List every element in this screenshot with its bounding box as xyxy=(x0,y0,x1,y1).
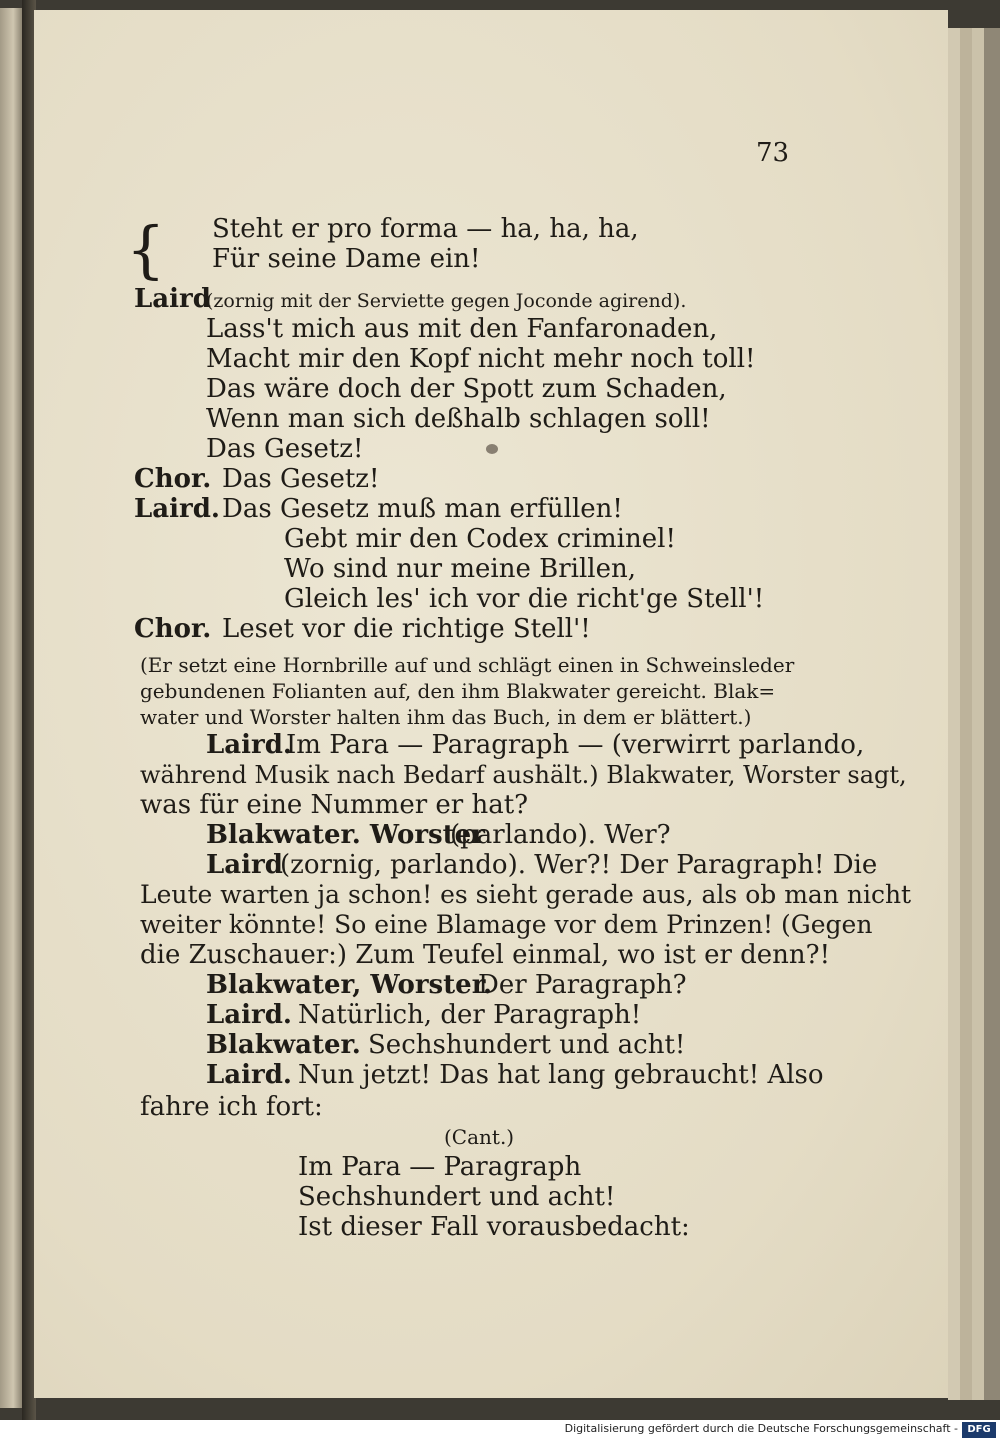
speaker-name: Blakwater. Worster xyxy=(206,820,485,850)
page-edge xyxy=(972,28,984,1400)
prose-line: (parlando). Wer? xyxy=(450,820,671,850)
prose-line: die Zuschauer:) Zum Teufel einmal, wo ist er denn?! xyxy=(140,940,831,970)
speaker-name: Blakwater. xyxy=(206,1030,361,1060)
page-edge xyxy=(984,28,1000,1400)
verse-line: Wo sind nur meine Brillen, xyxy=(284,554,637,584)
page-number: 73 xyxy=(756,138,790,168)
speaker-name: Laird. xyxy=(206,730,292,760)
verse-line: Sechshundert und acht! xyxy=(298,1182,616,1212)
footer-credit: Digitalisierung gefördert durch die Deutsche Forschungsgemeinschaft - xyxy=(564,1422,958,1435)
prose-line: Leute warten ja schon! es sieht gerade aus, als ob man nicht xyxy=(140,880,912,909)
page-edge xyxy=(948,28,960,1400)
verse-line: Das Gesetz! xyxy=(206,434,364,464)
brace-mark: { xyxy=(126,213,166,286)
prose-line: Natürlich, der Paragraph! xyxy=(298,1000,642,1030)
prose-line: Im Para — Paragraph — (verwirrt parlando, xyxy=(286,730,865,760)
verse-line: Im Para — Paragraph xyxy=(298,1152,582,1182)
page-edge xyxy=(960,28,972,1400)
verse-line: Leset vor die richtige Stell'! xyxy=(222,614,591,644)
prose-line: was für eine Nummer er hat? xyxy=(140,790,529,820)
speaker-name: Laird. xyxy=(134,494,220,524)
speaker-name: Laird xyxy=(134,284,211,314)
verse-line: Für seine Dame ein! xyxy=(212,244,481,274)
verse-line: Ist dieser Fall vorausbedacht: xyxy=(298,1212,690,1242)
prose-line: Nun jetzt! Das hat lang gebraucht! Also xyxy=(298,1060,824,1090)
prose-line: weiter könnte! So eine Blamage vor dem Prinzen! (Gegen xyxy=(140,910,873,939)
prose-line: Sechshundert und acht! xyxy=(368,1030,686,1060)
verse-line: Das wäre doch der Spott zum Schaden, xyxy=(206,374,727,404)
speaker-name: Laird xyxy=(206,850,283,880)
verse-line: Lass't mich aus mit den Fanfaronaden, xyxy=(206,314,718,344)
stage-direction: (Cant.) xyxy=(444,1125,515,1149)
verse-line: Das Gesetz muß man erfüllen! xyxy=(222,494,623,524)
verse-line: Das Gesetz! xyxy=(222,464,380,494)
verse-line: Gebt mir den Codex criminel! xyxy=(284,524,676,554)
prose-line: Der Paragraph? xyxy=(478,970,687,1000)
stage-direction: water und Worster halten ihm das Buch, in dem er blättert.) xyxy=(140,705,752,729)
speaker-name: Chor. xyxy=(134,464,212,494)
stage-direction: (Er setzt eine Hornbrille auf und schlägt einen in Schweinsleder xyxy=(140,653,795,677)
verse-line: Wenn man sich deßhalb schlagen soll! xyxy=(206,404,711,434)
prose-line: während Musik nach Bedarf aushält.) Blakwater, Worster sagt, xyxy=(140,761,907,789)
stage-direction: gebundenen Folianten auf, den ihm Blakwater gereicht. Blak= xyxy=(140,679,776,703)
speaker-name: Laird. xyxy=(206,1000,292,1030)
dfg-logo: DFG xyxy=(962,1422,996,1438)
stage-direction: (zornig mit der Serviette gegen Joconde agirend). xyxy=(206,290,687,312)
verse-line: Gleich les' ich vor die richt'ge Stell'! xyxy=(284,584,765,614)
prose-line: (zornig, parlando). Wer?! Der Paragraph! Die xyxy=(280,850,878,880)
speaker-name: Chor. xyxy=(134,614,212,644)
speaker-name: Laird. xyxy=(206,1060,292,1090)
ink-smudge xyxy=(486,444,498,454)
verse-line: Macht mir den Kopf nicht mehr noch toll! xyxy=(206,344,756,374)
footer-bar xyxy=(0,1420,1000,1441)
prose-line: fahre ich fort: xyxy=(140,1092,323,1122)
left-page-edge xyxy=(0,8,22,1408)
verse-line: Steht er pro forma — ha, ha, ha, xyxy=(212,214,639,244)
speaker-name: Blakwater, Worster. xyxy=(206,970,493,1000)
